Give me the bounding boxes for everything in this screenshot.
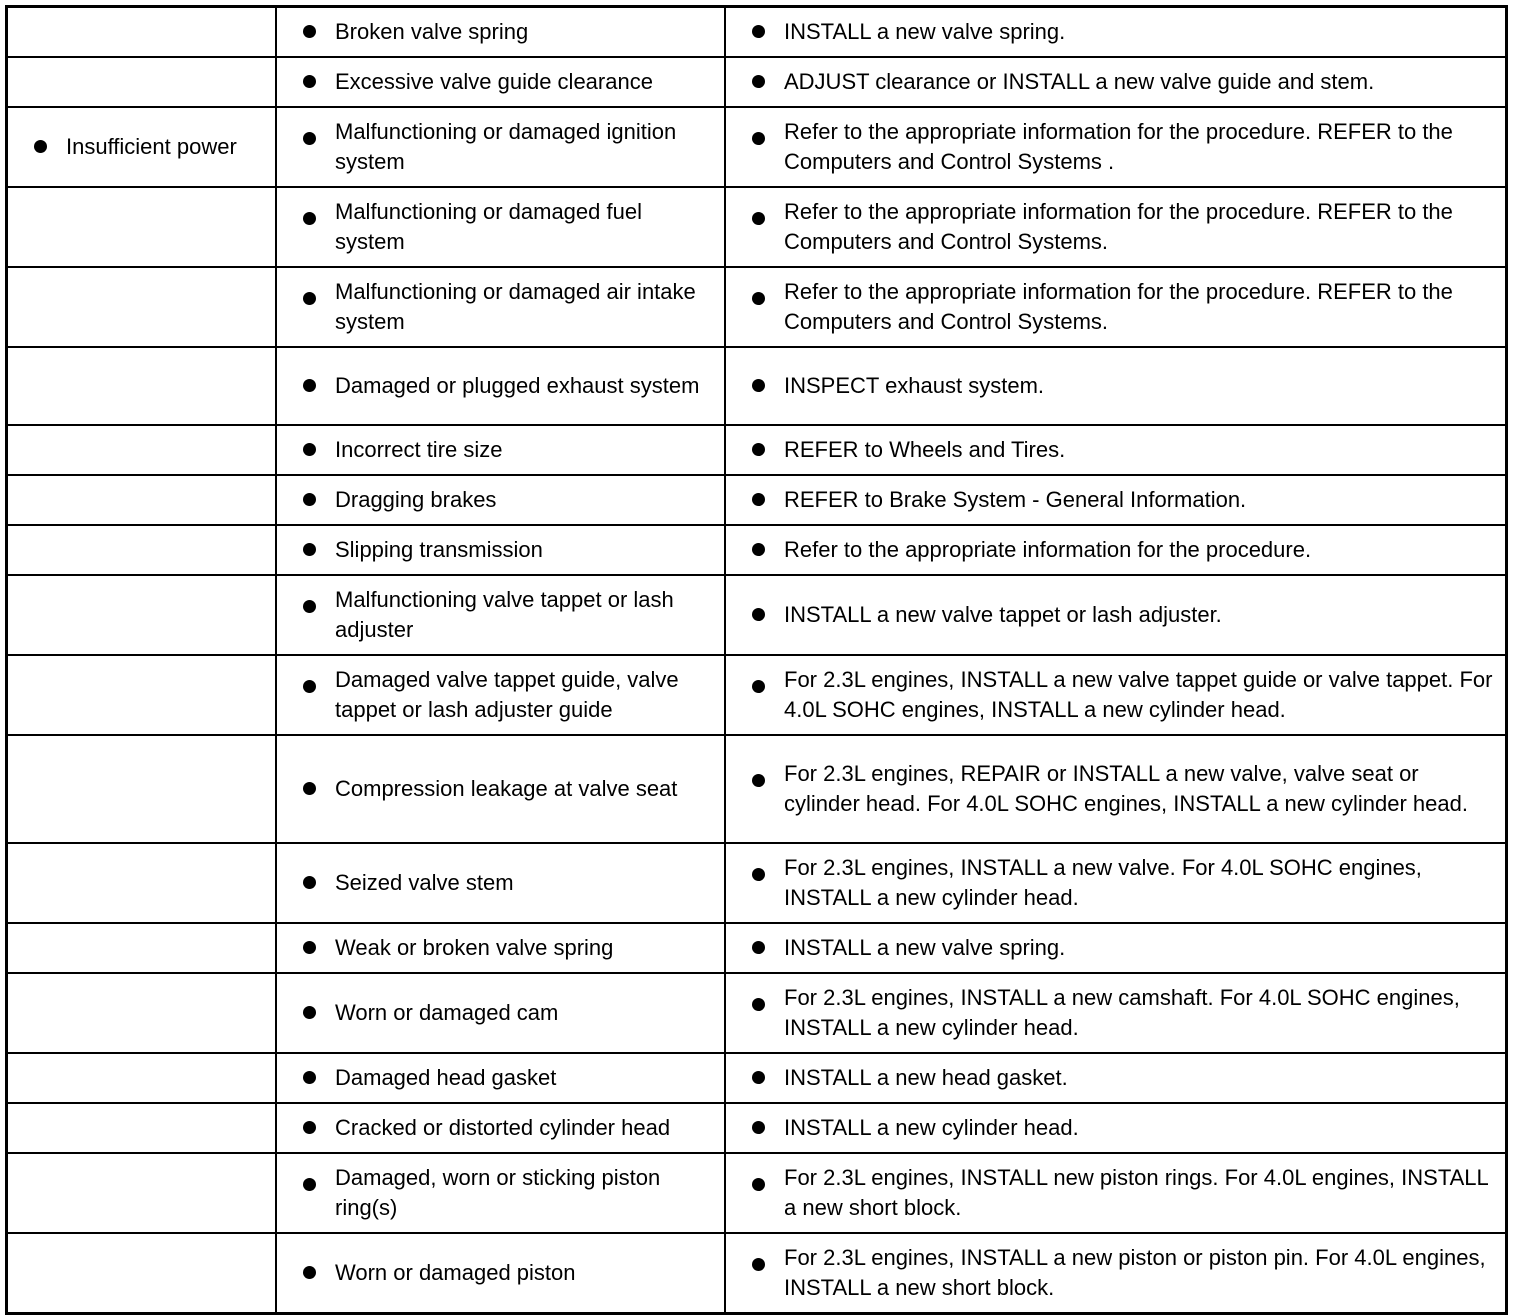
cause-cell (276, 475, 725, 525)
cause-cell (276, 525, 725, 575)
bullet-icon (303, 1178, 316, 1191)
action-text: For 2.3L engines, INSTALL new piston rings. For 4.0L engines, INSTALL a new short block. (784, 1165, 1488, 1220)
symptom-cell (7, 425, 277, 475)
bullet-icon (303, 680, 316, 693)
cause-text: Slipping transmission (335, 537, 543, 562)
symptom-cell (7, 525, 277, 575)
action-cell (725, 1103, 1507, 1153)
cause-cell (276, 973, 725, 1053)
bullet-icon (303, 1121, 316, 1134)
bullet-icon (303, 443, 316, 456)
table-row (7, 575, 1507, 655)
bullet-icon (303, 1006, 316, 1019)
bullet-icon (303, 75, 316, 88)
bullet-icon (752, 608, 765, 621)
action-cell (725, 1233, 1507, 1314)
cause-text: Broken valve spring (335, 19, 529, 44)
table-row (7, 347, 1507, 425)
cause-text: Compression leakage at valve seat (335, 776, 678, 801)
cause-text: Malfunctioning or damaged ignition system (335, 119, 677, 174)
cause-cell (276, 7, 725, 58)
cause-text: Worn or damaged cam (335, 1000, 559, 1025)
bullet-icon (303, 543, 316, 556)
symptom-cell (7, 1233, 277, 1314)
cause-text: Malfunctioning or damaged air intake system (335, 279, 696, 334)
cause-cell (276, 57, 725, 107)
action-text: Refer to the appropriate information for the procedure. REFER to the Computers and Control Systems. (784, 199, 1453, 254)
symptom-cell (7, 1153, 277, 1233)
symptom-text: Insufficient power (66, 134, 237, 159)
table-row (7, 57, 1507, 107)
action-cell (725, 525, 1507, 575)
table-row (7, 735, 1507, 843)
bullet-icon (752, 212, 765, 225)
action-cell (725, 1053, 1507, 1103)
action-cell (725, 425, 1507, 475)
action-text: Refer to the appropriate information for the procedure. REFER to the Computers and Control Systems . (784, 119, 1453, 174)
table-row (7, 187, 1507, 267)
action-text: ADJUST clearance or INSTALL a new valve guide and stem. (784, 69, 1375, 94)
cause-text: Malfunctioning or damaged fuel system (335, 199, 642, 254)
table-row (7, 425, 1507, 475)
bullet-icon (752, 132, 765, 145)
cause-cell (276, 107, 725, 187)
table-row (7, 1103, 1507, 1153)
cause-cell (276, 267, 725, 347)
bullet-icon (303, 600, 316, 613)
bullet-icon (752, 543, 765, 556)
symptom-cell (7, 923, 277, 973)
bullet-icon (752, 868, 765, 881)
cause-cell (276, 735, 725, 843)
table-row (7, 655, 1507, 735)
symptom-cell (7, 575, 277, 655)
action-cell (725, 267, 1507, 347)
table-row (7, 7, 1507, 58)
bullet-icon (752, 493, 765, 506)
cause-cell (276, 575, 725, 655)
cause-text: Malfunctioning valve tappet or lash adjuster (335, 587, 674, 642)
cause-cell (276, 1053, 725, 1103)
cause-text: Dragging brakes (335, 487, 497, 512)
bullet-icon (752, 379, 765, 392)
symptom-cell (7, 347, 277, 425)
symptom-cell (7, 267, 277, 347)
cause-text: Damaged valve tappet guide, valve tappet or lash adjuster guide (335, 667, 679, 722)
action-cell (725, 575, 1507, 655)
symptom-cell (7, 973, 277, 1053)
cause-text: Seized valve stem (335, 870, 514, 895)
table-row (7, 525, 1507, 575)
cause-text: Weak or broken valve spring (335, 935, 614, 960)
table-row (7, 107, 1507, 187)
cause-text: Damaged or plugged exhaust system (335, 373, 700, 398)
action-cell (725, 187, 1507, 267)
cause-cell (276, 655, 725, 735)
bullet-icon (752, 25, 765, 38)
action-text: For 2.3L engines, INSTALL a new valve tappet guide or valve tappet. For 4.0L SOHC engines, INSTALL a new cylinder head. (784, 667, 1493, 722)
cause-text: Damaged head gasket (335, 1065, 557, 1090)
action-cell (725, 735, 1507, 843)
symptom-cell (7, 107, 277, 187)
action-text: For 2.3L engines, REPAIR or INSTALL a new valve, valve seat or cylinder head. For 4.0L SOHC engines, INSTALL a new cylinder head. (784, 761, 1468, 816)
action-text: For 2.3L engines, INSTALL a new valve. For 4.0L SOHC engines, INSTALL a new cylinder head. (784, 855, 1422, 910)
action-text: REFER to Brake System - General Information. (784, 487, 1247, 512)
table-row (7, 1233, 1507, 1314)
action-text: INSTALL a new valve spring. (784, 19, 1066, 44)
action-text: INSTALL a new valve spring. (784, 935, 1066, 960)
cause-cell (276, 843, 725, 923)
action-text: INSTALL a new valve tappet or lash adjuster. (784, 602, 1222, 627)
action-text: Refer to the appropriate information for the procedure. (784, 537, 1312, 562)
symptom-cell (7, 475, 277, 525)
bullet-icon (752, 680, 765, 693)
bullet-icon (303, 379, 316, 392)
action-text: INSTALL a new cylinder head. (784, 1115, 1079, 1140)
table-row (7, 923, 1507, 973)
bullet-icon (752, 443, 765, 456)
action-cell (725, 655, 1507, 735)
bullet-icon (303, 493, 316, 506)
cause-cell (276, 187, 725, 267)
bullet-icon (303, 25, 316, 38)
bullet-icon (303, 941, 316, 954)
action-cell (725, 973, 1507, 1053)
bullet-icon (303, 876, 316, 889)
symptom-cell (7, 1103, 277, 1153)
bullet-icon (752, 1258, 765, 1271)
bullet-icon (303, 292, 316, 305)
cause-text: Incorrect tire size (335, 437, 503, 462)
action-cell (725, 843, 1507, 923)
bullet-icon (752, 292, 765, 305)
bullet-icon (752, 1121, 765, 1134)
table-row (7, 1153, 1507, 1233)
action-cell (725, 7, 1507, 58)
cause-text: Worn or damaged piston (335, 1260, 576, 1285)
cause-cell (276, 923, 725, 973)
bullet-icon (752, 1071, 765, 1084)
bullet-icon (303, 782, 316, 795)
action-cell (725, 1153, 1507, 1233)
action-text: INSTALL a new head gasket. (784, 1065, 1068, 1090)
table-row (7, 475, 1507, 525)
symptom-cell (7, 7, 277, 58)
symptom-cell (7, 735, 277, 843)
bullet-icon (34, 140, 47, 153)
action-text: INSPECT exhaust system. (784, 373, 1045, 398)
bullet-icon (303, 1266, 316, 1279)
action-cell (725, 347, 1507, 425)
action-cell (725, 107, 1507, 187)
symptom-cell (7, 655, 277, 735)
bullet-icon (303, 212, 316, 225)
table-row (7, 843, 1507, 923)
symptom-cell (7, 1053, 277, 1103)
action-text: Refer to the appropriate information for the procedure. REFER to the Computers and Control Systems. (784, 279, 1453, 334)
bullet-icon (752, 941, 765, 954)
bullet-icon (303, 132, 316, 145)
bullet-icon (303, 1071, 316, 1084)
cause-cell (276, 425, 725, 475)
action-text: For 2.3L engines, INSTALL a new camshaft. For 4.0L SOHC engines, INSTALL a new cylinder head. (784, 985, 1460, 1040)
cause-text: Cracked or distorted cylinder head (335, 1115, 671, 1140)
symptom-cell (7, 57, 277, 107)
cause-cell (276, 1103, 725, 1153)
action-text: For 2.3L engines, INSTALL a new piston or piston pin. For 4.0L engines, INSTALL a new short block. (784, 1245, 1486, 1300)
symptom-cell (7, 187, 277, 267)
bullet-icon (752, 75, 765, 88)
action-cell (725, 57, 1507, 107)
action-cell (725, 475, 1507, 525)
table-row (7, 1053, 1507, 1103)
bullet-icon (752, 774, 765, 787)
cause-text: Damaged, worn or sticking piston ring(s) (335, 1165, 661, 1220)
symptom-cell (7, 843, 277, 923)
cause-cell (276, 1233, 725, 1314)
table-row (7, 973, 1507, 1053)
diagnosis-table (5, 5, 1508, 1315)
cause-text: Excessive valve guide clearance (335, 69, 653, 94)
bullet-icon (752, 998, 765, 1011)
action-text: REFER to Wheels and Tires. (784, 437, 1066, 462)
cause-cell (276, 1153, 725, 1233)
cause-cell (276, 347, 725, 425)
action-cell (725, 923, 1507, 973)
bullet-icon (752, 1178, 765, 1191)
table-row (7, 267, 1507, 347)
